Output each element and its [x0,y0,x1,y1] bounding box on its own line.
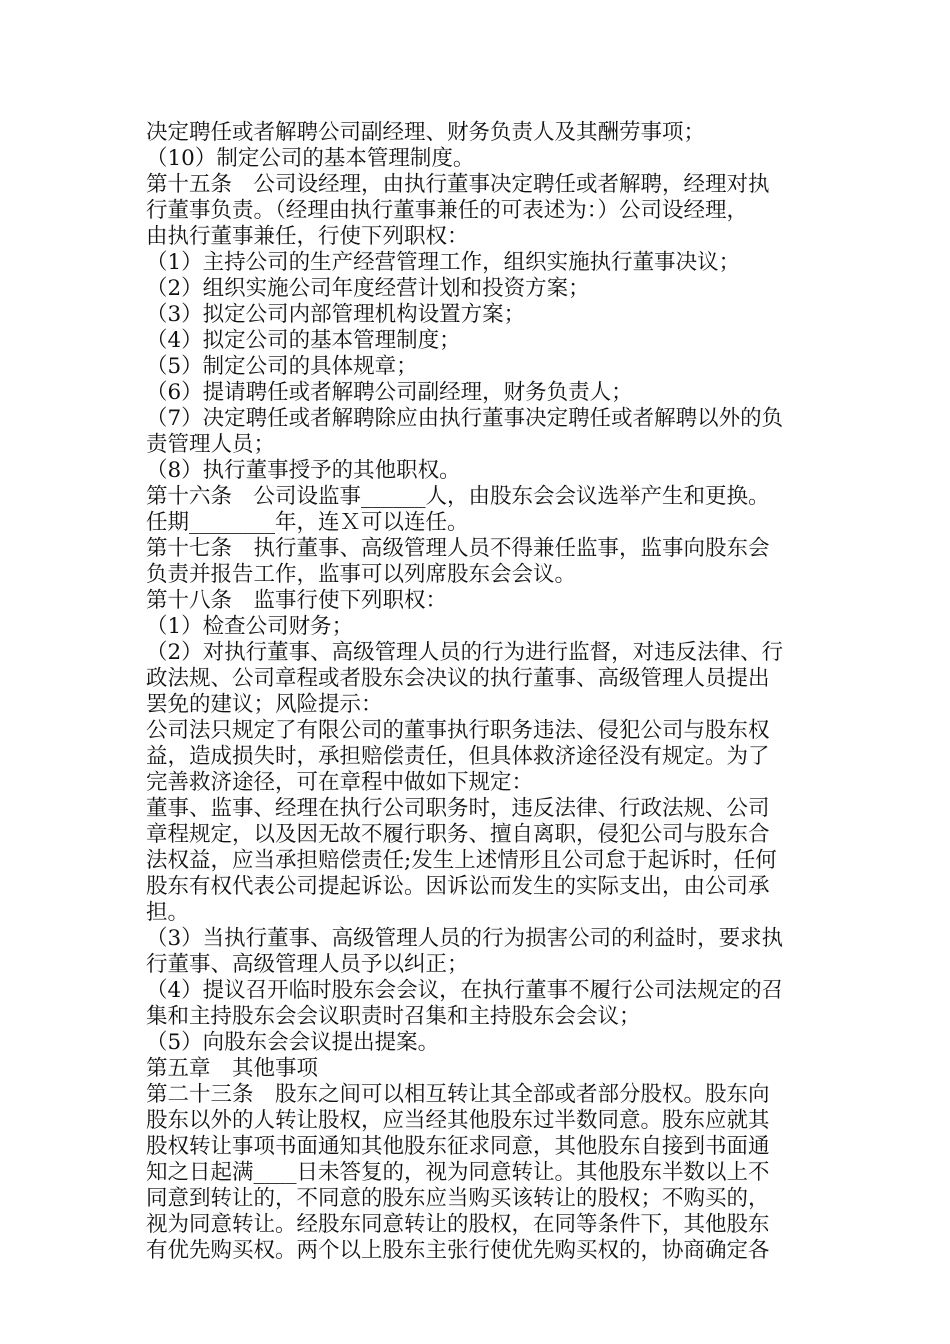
text-line: （5）制定公司的具体规章； [146,354,418,379]
text-line: 第二十三条 股东之间可以相互转让其全部或者部分股权。股东向 [146,1082,770,1107]
text-line: 股东有权代表公司提起诉讼。因诉讼而发生的实际支出，由公司承 [146,874,770,899]
text-line: 责管理人员； [146,432,276,457]
text-line: （6）提请聘任或者解聘公司副经理，财务负责人； [146,380,633,405]
text-line: （3）拟定公司内部管理机构设置方案； [146,302,526,327]
text-line: 第十八条 监事行使下列职权： [146,588,448,613]
text-line: （2）对执行董事、高级管理人员的行为进行监督，对违反法律、行 [146,640,784,665]
text-line: 任期________年，连Ｘ可以连任。 [146,510,469,535]
text-line: 第五章 其他事项 [146,1056,319,1081]
text-line: （10）制定公司的基本管理制度。 [146,146,475,171]
text-line: 第十五条 公司设经理，由执行董事决定聘任或者解聘，经理对执 [146,172,770,197]
document-body [146,120,810,1264]
text-line: 董事、监事、经理在执行公司职务时，违反法律、行政法规、公司 [146,796,770,821]
text-line: 同意到转让的，不同意的股东应当购买该转让的股权；不购买的， [146,1186,770,1211]
text-line: 公司法只规定了有限公司的董事执行职务违法、侵犯公司与股东权 [146,718,770,743]
text-line: 完善救济途径，可在章程中做如下规定： [146,770,534,795]
text-line: 章程规定，以及因无故不履行职务、擅自离职，侵犯公司与股东合 [146,822,770,847]
text-line: （1）检查公司财务； [146,614,354,639]
text-line: 行董事、高级管理人员予以纠正； [146,952,469,977]
text-line: 视为同意转让。经股东同意转让的股权，在同等条件下，其他股东 [146,1212,770,1237]
text-line: 有优先购买权。两个以上股东主张行使优先购买权的，协商确定各 [146,1238,770,1263]
text-line: 由执行董事兼任，行使下列职权： [146,224,469,249]
text-line: （1）主持公司的生产经营管理工作，组织实施执行董事决议； [146,250,741,275]
text-line: 行董事负责。（经理由执行董事兼任的可表述为：）公司设经理， [146,198,749,223]
text-line: （3）当执行董事、高级管理人员的行为损害公司的利益时，要求执 [146,926,784,951]
text-line: 益，造成损失时，承担赔偿责任，但具体救济途径没有规定。为了 [146,744,770,769]
text-line: （2）组织实施公司年度经营计划和投资方案； [146,276,590,301]
text-line: 法权益，应当承担赔偿责任;发生上述情形且公司怠于起诉时，任何 [146,848,777,873]
text-line: 第十六条 公司设监事______人，由股东会会议选举产生和更换。 [146,484,770,509]
text-line: 担。 [146,900,190,925]
text-line: 知之日起满____日未答复的，视为同意转让。其他股东半数以上不 [146,1160,770,1185]
text-line: （7）决定聘任或者解聘除应由执行董事决定聘任或者解聘以外的负 [146,406,784,431]
text-line: 股权转让事项书面通知其他股东征求同意，其他股东自接到书面通 [146,1134,770,1159]
text-line: （4）提议召开临时股东会会议，在执行董事不履行公司法规定的召 [146,978,784,1003]
text-line: 决定聘任或者解聘公司副经理、财务负责人及其酬劳事项； [146,120,706,145]
text-line: （5）向股东会会议提出提案。 [146,1030,440,1055]
text-line: 罢免的建议；风险提示： [146,692,383,717]
text-line: 第十七条 执行董事、高级管理人员不得兼任监事，监事向股东会 [146,536,770,561]
text-line: 政法规、公司章程或者股东会决议的执行董事、高级管理人员提出 [146,666,770,691]
text-line: 集和主持股东会会议职责时召集和主持股东会会议； [146,1004,641,1029]
text-line: 负责并报告工作，监事可以列席股东会会议。 [146,562,577,587]
text-line: （4）拟定公司的基本管理制度； [146,328,461,353]
text-line: （8）执行董事授予的其他职权。 [146,458,461,483]
text-line: 股东以外的人转让股权，应当经其他股东过半数同意。股东应就其 [146,1108,770,1133]
